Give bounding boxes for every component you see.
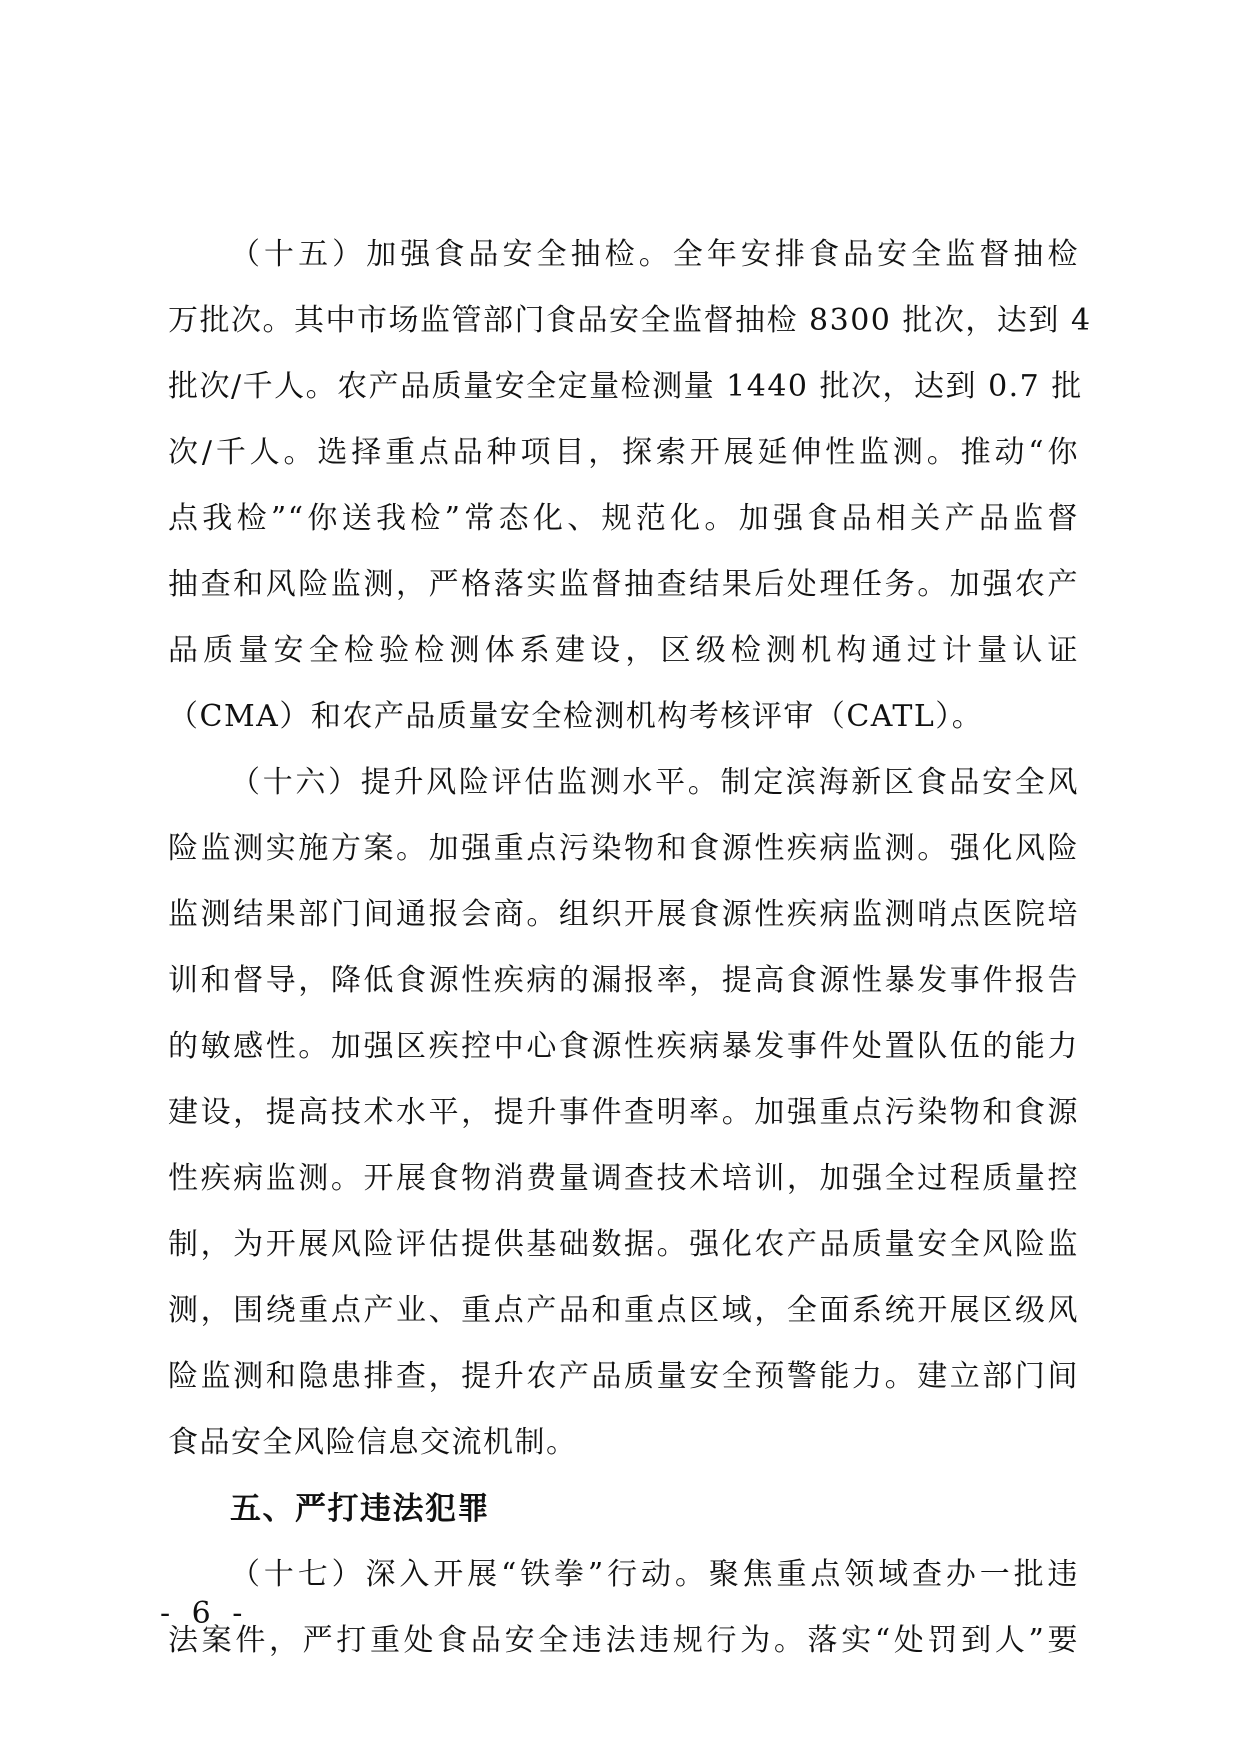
text-line: 建设，提高技术水平，提升事件查明率。加强重点污染物和食源 [168, 1095, 1079, 1130]
text-line: 险监测和隐患排查，提升农产品质量安全预警能力。建立部门间 [168, 1359, 1079, 1394]
section-heading: 五、严打违法犯罪 [230, 1491, 490, 1527]
text-line: （CMA）和农产品质量安全检测机构考核评审（CATL）。 [168, 699, 984, 734]
paragraph-16 [168, 750, 1079, 1476]
text-line: 性疾病监测。开展食物消费量调查技术培训，加强全过程质量控 [168, 1161, 1079, 1196]
text-line: 点我检”“你送我检”常态化、规范化。加强食品相关产品监督 [168, 501, 1079, 536]
text-line: 险监测实施方案。加强重点污染物和食源性疾病监测。强化风险 [168, 831, 1079, 866]
paragraph-17 [168, 1542, 1079, 1674]
text-line: 抽查和风险监测，严格落实监督抽查结果后处理任务。加强农产 [168, 567, 1079, 602]
text-line: （十五）加强食品安全抽检。全年安排食品安全监督抽检 [230, 237, 1079, 272]
text-line: 万批次。其中市场监管部门食品安全监督抽检 8300 批次，达到 4 [168, 303, 1092, 338]
text-line: 制，为开展风险评估提供基础数据。强化农产品质量安全风险监 [168, 1227, 1079, 1262]
text-line: （十七）深入开展“铁拳”行动。聚焦重点领域查办一批违 [230, 1557, 1079, 1592]
text-line: 监测结果部门间通报会商。组织开展食源性疾病监测哨点医院培 [168, 897, 1079, 932]
text-line: 训和督导，降低食源性疾病的漏报率，提高食源性暴发事件报告 [168, 963, 1079, 998]
page-number: - 6 - [160, 1596, 249, 1631]
text-line: 批次/千人。农产品质量安全定量检测量 1440 批次，达到 0.7 批 [168, 369, 1083, 404]
text-line: 食品安全风险信息交流机制。 [168, 1425, 578, 1460]
document-body [168, 222, 1092, 1674]
text-line: 法案件，严打重处食品安全违法违规行为。落实“处罚到人”要 [168, 1623, 1079, 1658]
paragraph-15 [168, 222, 1092, 750]
text-line: 次/千人。选择重点品种项目，探索开展延伸性监测。推动“你 [168, 435, 1079, 470]
text-line: 测，围绕重点产业、重点产品和重点区域，全面系统开展区级风 [168, 1293, 1079, 1328]
text-line: 品质量安全检验检测体系建设，区级检测机构通过计量认证 [168, 633, 1079, 668]
text-line: 的敏感性。加强区疾控中心食源性疾病暴发事件处置队伍的能力 [168, 1029, 1079, 1064]
text-line: （十六）提升风险评估监测水平。制定滨海新区食品安全风 [230, 765, 1079, 800]
